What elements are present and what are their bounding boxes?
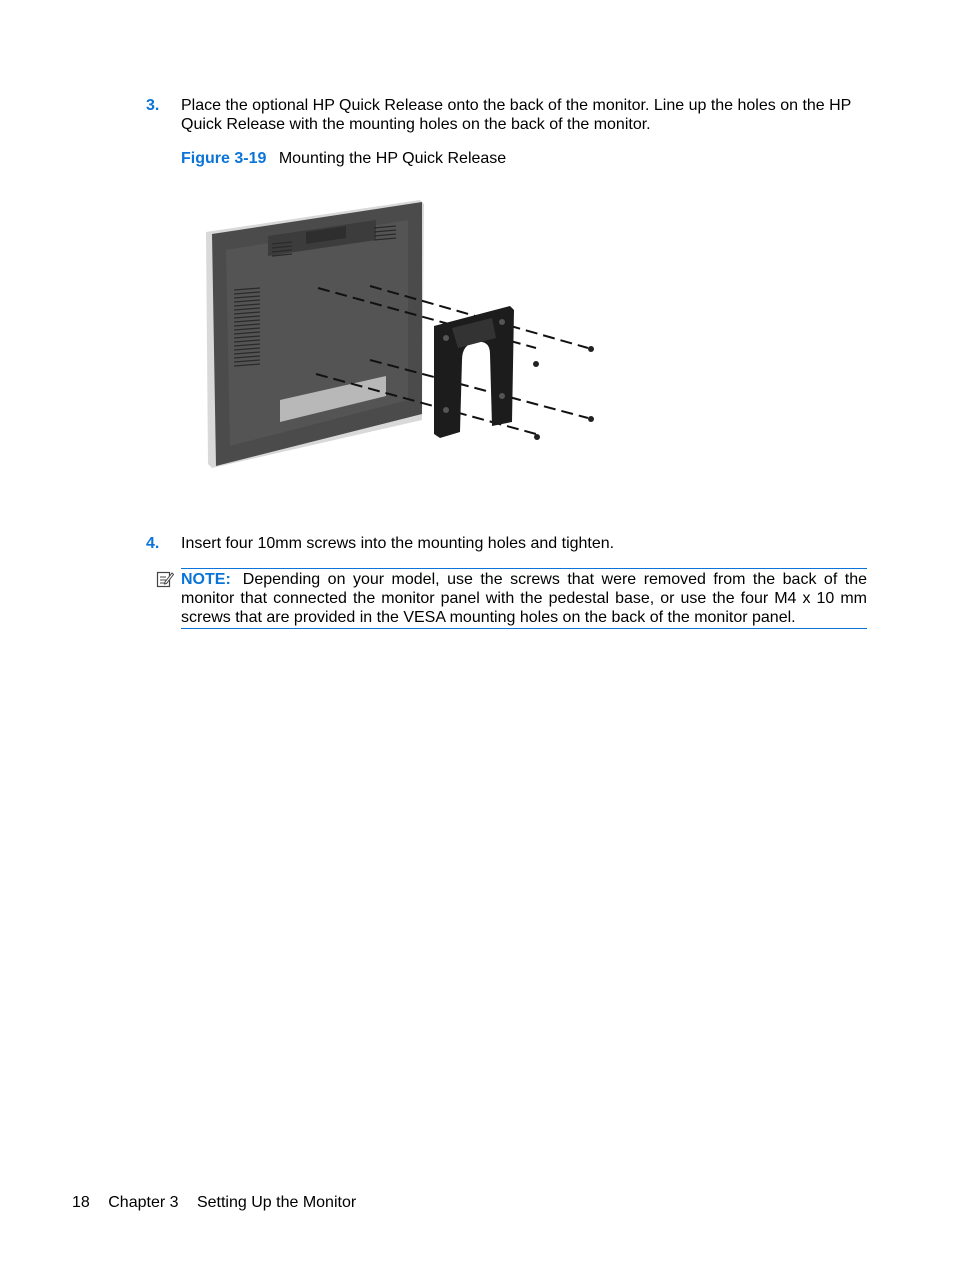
figure-caption — [181, 149, 506, 168]
screw — [534, 434, 540, 440]
step-text: Insert four 10mm screws into the mounting holes and tighten. — [181, 535, 615, 552]
page-footer — [72, 1193, 356, 1212]
step-3 — [146, 96, 856, 134]
note-pencil-icon — [156, 570, 174, 588]
screw — [533, 361, 539, 367]
chapter-label: Chapter 3 — [108, 1194, 179, 1211]
page-number: 18 — [72, 1194, 90, 1211]
step-number: 4. — [146, 535, 160, 552]
note-label: NOTE: — [181, 571, 231, 588]
monitor-quick-release-illustration — [196, 190, 616, 480]
screw — [588, 346, 594, 352]
screw — [588, 416, 594, 422]
screws — [533, 346, 594, 440]
chapter-title: Setting Up the Monitor — [196, 1194, 357, 1211]
monitor-back — [206, 200, 424, 468]
step-text: Place the optional HP Quick Release onto the back of the monitor. Line up the holes on the HP Quick Release with the mounting holes on the back of the monitor. — [181, 97, 852, 133]
step-number: 3. — [146, 97, 160, 114]
note-text: Depending on your model, use the screws that were removed from the back of the monitor that connected the monitor panel with the pedestal base, or use the four M4 x 10 mm screws that are provided in the VESA mounting holes on the back of the monitor panel. — [181, 571, 867, 626]
quick-release-bracket — [434, 306, 514, 438]
note-box — [181, 568, 867, 629]
figure-title: Mounting the HP Quick Release — [278, 150, 507, 167]
figure-label: Figure 3-19 — [181, 150, 267, 167]
step-4 — [146, 534, 856, 553]
